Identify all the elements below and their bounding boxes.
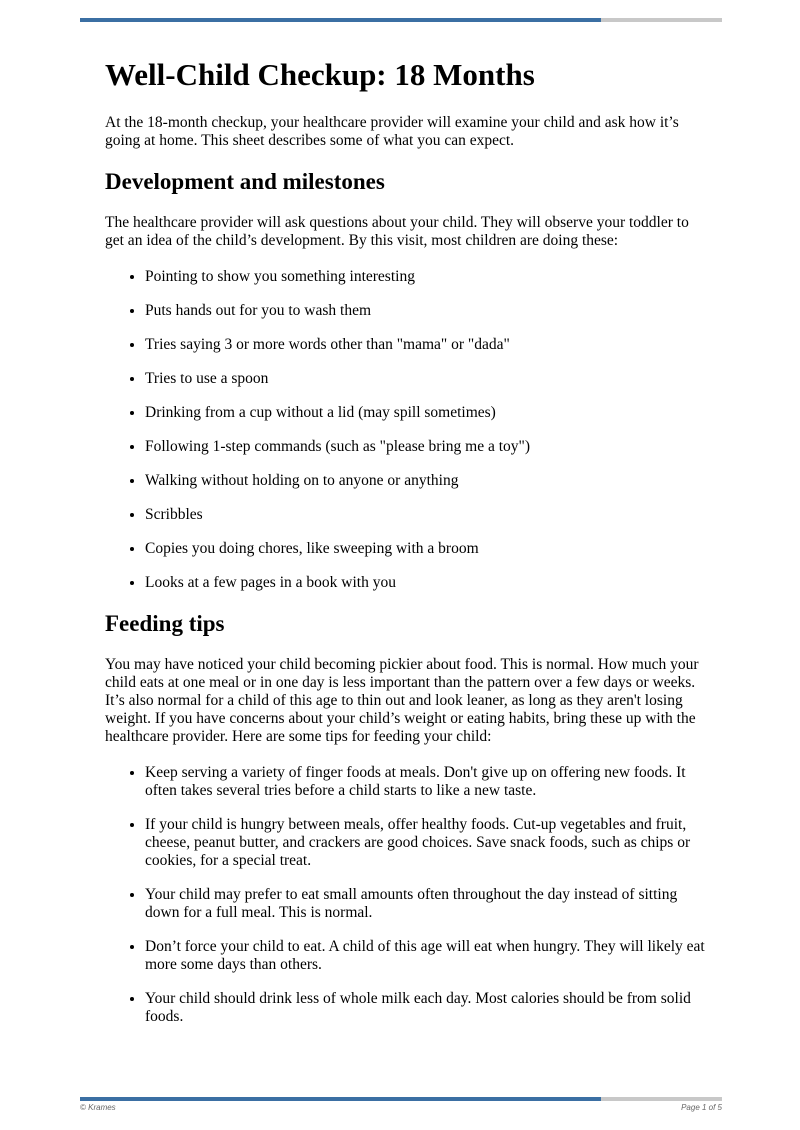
- list-item: • Don’t force your child to eat. A child of this age will eat when hungry. They will likely eat more some days than others.: [145, 938, 705, 974]
- document-body: [105, 56, 705, 1042]
- page-title: Well-Child Checkup: 18 Months: [105, 57, 535, 92]
- milestones-list: [105, 268, 705, 592]
- list-item: • Keep serving a variety of finger foods at meals. Don't give up on offering new foods. It often takes several tries before a child starts to like a new taste.: [145, 764, 705, 800]
- footer-copyright: © Krames: [80, 1103, 116, 1112]
- header-rule-accent: [80, 18, 601, 22]
- section-heading-development: Development and milestones: [105, 169, 385, 194]
- footer-rule-accent: [80, 1097, 601, 1101]
- list-item: • Puts hands out for you to wash them: [145, 302, 705, 320]
- section-heading-feeding: Feeding tips: [105, 611, 225, 636]
- list-item: • Copies you doing chores, like sweeping with a broom: [145, 540, 705, 558]
- intro-paragraph: At the 18-month checkup, your healthcare provider will examine your child and ask how it’s going at home. This sheet describes some of what you can expect.: [105, 114, 679, 149]
- footer-page-number: Page 1 of 5: [681, 1103, 722, 1112]
- list-item: • Tries saying 3 or more words other than "mama" or "dada": [145, 336, 705, 354]
- list-item: • Scribbles: [145, 506, 705, 524]
- list-item: • Tries to use a spoon: [145, 370, 705, 388]
- list-item: • Pointing to show you something interesting: [145, 268, 705, 286]
- list-item: • Walking without holding on to anyone or anything: [145, 472, 705, 490]
- feeding-tips-list: [105, 764, 705, 1026]
- development-paragraph: The healthcare provider will ask questions about your child. They will observe your toddler to get an idea of the child’s development. By this visit, most children are doing these:: [105, 214, 689, 249]
- list-item: • Your child may prefer to eat small amounts often throughout the day instead of sitting down for a full meal. This is normal.: [145, 886, 705, 922]
- list-item: • If your child is hungry between meals, offer healthy foods. Cut-up vegetables and fruit, cheese, peanut butter, and crackers are good choices. Save snack foods, such as chips or cookies, for a special treat.: [145, 816, 705, 870]
- list-item: • Looks at a few pages in a book with you: [145, 574, 705, 592]
- list-item: • Following 1-step commands (such as "please bring me a toy"): [145, 438, 705, 456]
- header-rule: [80, 18, 722, 22]
- footer-rule: [80, 1097, 722, 1101]
- page-footer: [80, 1103, 722, 1112]
- list-item: • Drinking from a cup without a lid (may spill sometimes): [145, 404, 705, 422]
- list-item: • Your child should drink less of whole milk each day. Most calories should be from solid foods.: [145, 990, 705, 1026]
- feeding-paragraph: You may have noticed your child becoming pickier about food. This is normal. How much your child eats at one meal or in one day is less important than the pattern over a few days or weeks. It’s also normal for a child of this age to thin out and look leaner, as long as they aren't losing weight. If you have concerns about your child’s weight or eating habits, bring these up with the healthcare provider. Here are some tips for feeding your child:: [105, 656, 699, 745]
